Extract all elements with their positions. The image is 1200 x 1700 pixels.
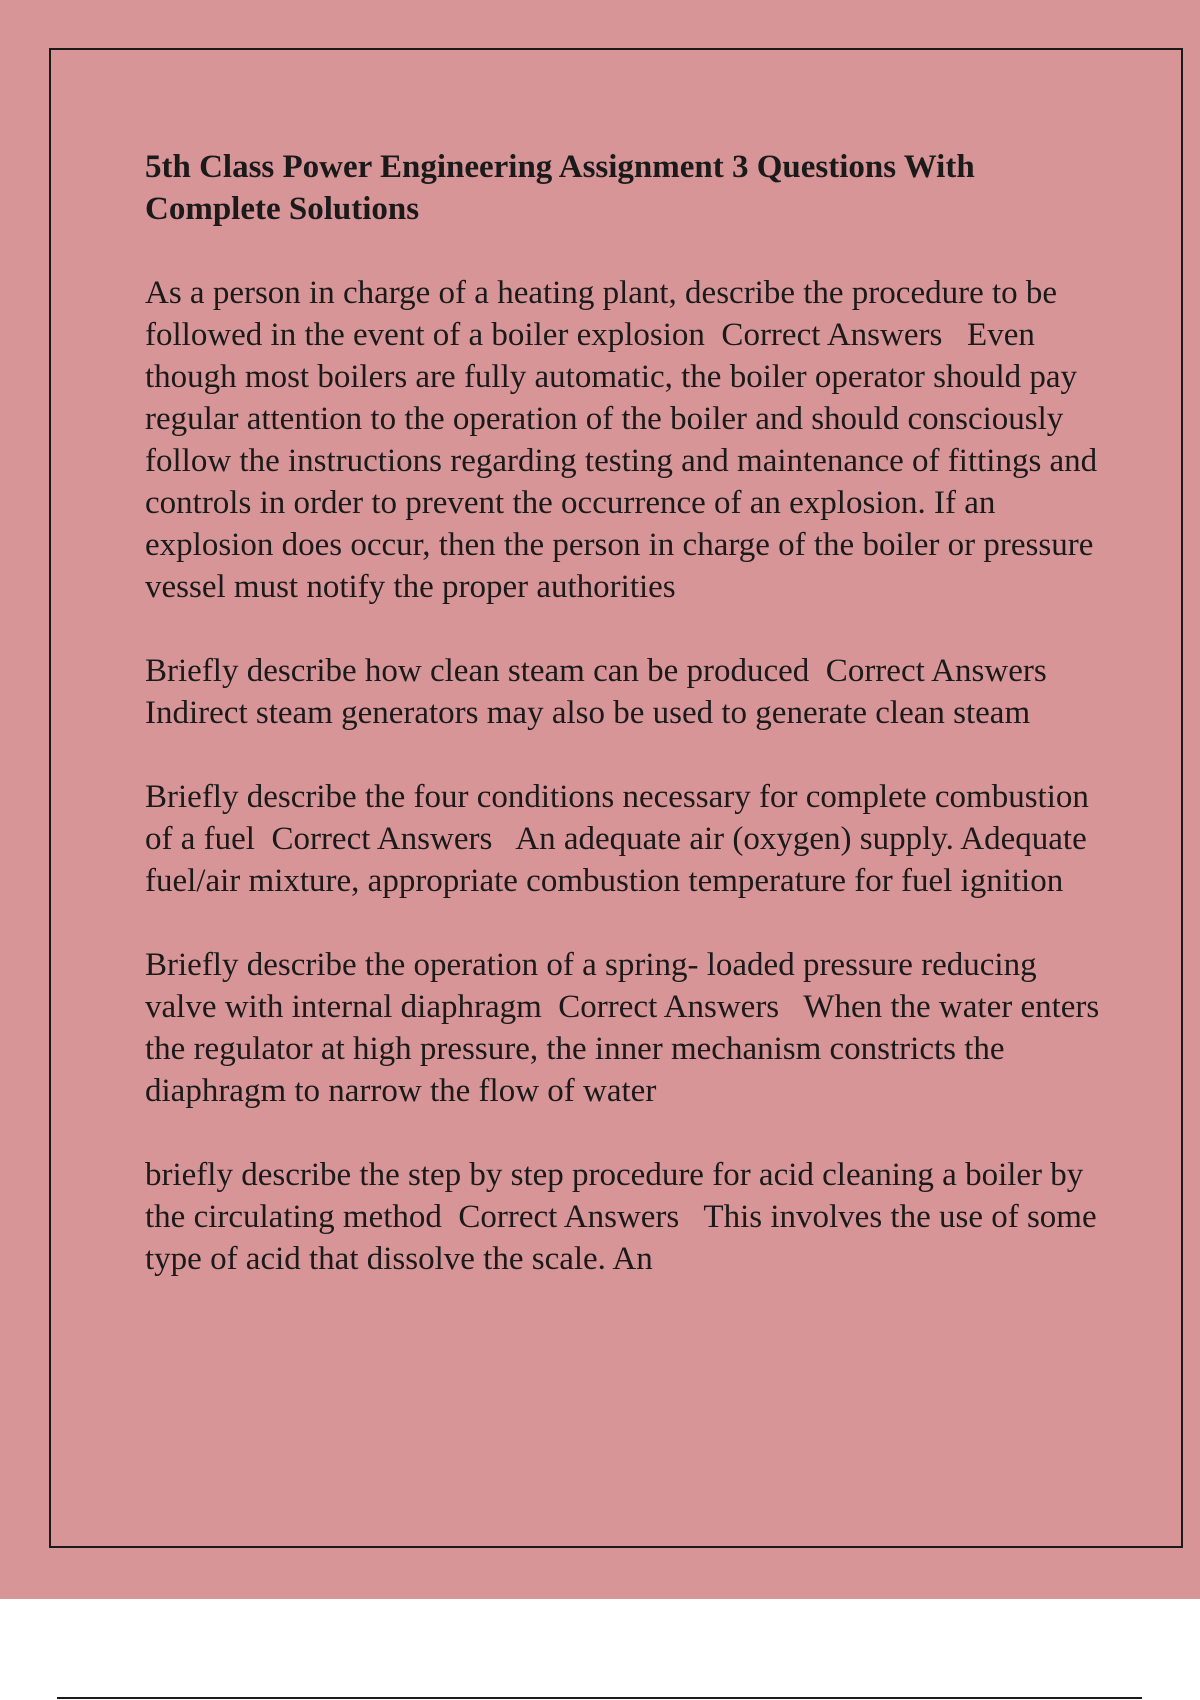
qa-item: briefly describe the step by step procedure for acid cleaning a boiler by the circulating method Correct Answers This involves the use of some type of acid that dissolve the scale. An	[145, 1157, 1105, 1277]
document-title: 5th Class Power Engineering Assignment 3 Questions With Complete Solutions	[145, 149, 975, 227]
document-body	[145, 146, 1108, 1322]
qa-item: Briefly describe the operation of a spring- loaded pressure reducing valve with internal diaphragm Correct Answers When the water enters the regulator at high pressure, the inner mechanism constricts the diaphragm to narrow the flow of water	[145, 947, 1108, 1109]
qa-item: As a person in charge of a heating plant, describe the procedure to be followed in the event of a boiler explosion Correct Answers Even though most boilers are fully automatic, the boiler operator should pay regular attention to the operation of the boiler and should consciously follow the instructions regarding testing and maintenance of fittings and controls in order to prevent the occurrence of an explosion. If an explosion does occur, then the person in charge of the boiler or pressure vessel must notify the proper authorities	[145, 275, 1106, 605]
footer-divider	[57, 1697, 1142, 1699]
qa-item: Briefly describe how clean steam can be produced Correct Answers Indirect steam generators may also be used to generate clean steam	[145, 653, 1072, 731]
qa-item: Briefly describe the four conditions necessary for complete combustion of a fuel Correct Answers An adequate air (oxygen) supply. Adequate fuel/air mixture, appropriate combustion temperature for fuel ignition	[145, 779, 1098, 899]
